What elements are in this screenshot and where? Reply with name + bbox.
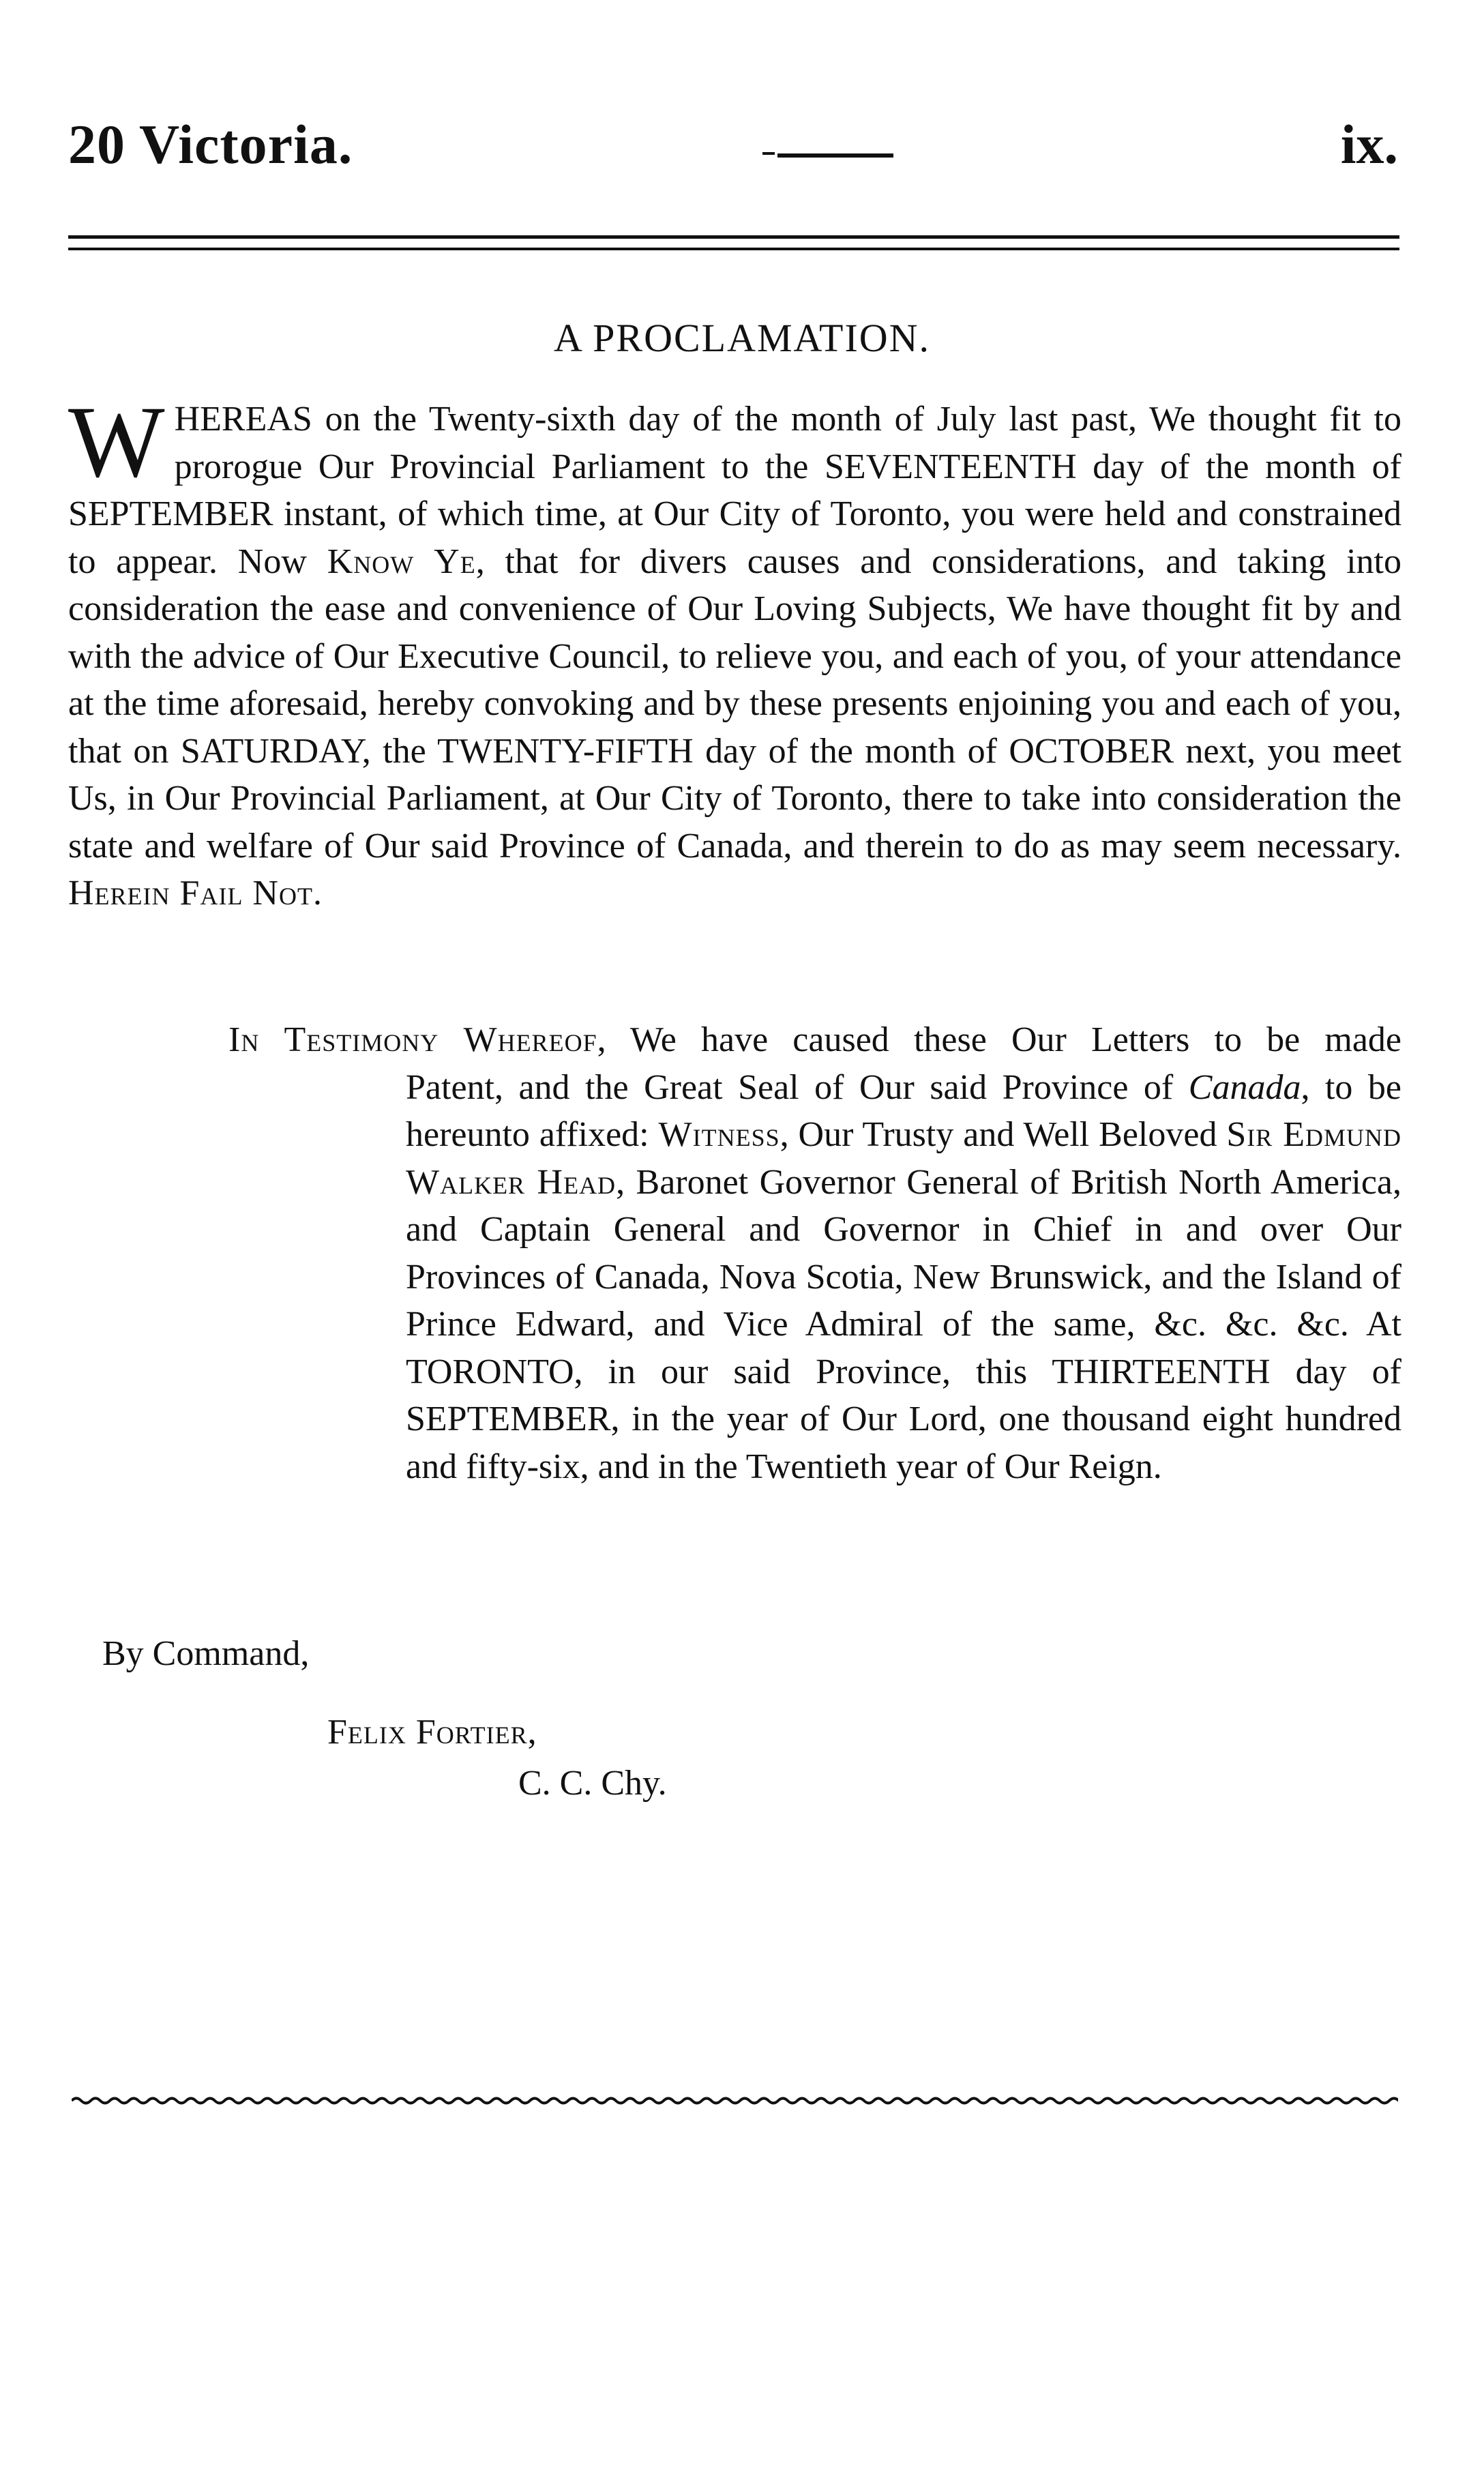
testimony-text-3: , to be hereunto affixed: <box>406 1067 1401 1154</box>
testimony-block <box>228 1016 1401 1490</box>
drop-cap: W <box>68 385 165 499</box>
signatory-office: C. C. Chy. <box>518 1764 667 1803</box>
witness-word: Witness <box>658 1115 780 1154</box>
testimony-text-1: , We have caused these Our Letters to be made <box>597 1020 1401 1059</box>
body-text-part-1: HEREAS on the Twenty-sixth day of the month of July last past, We thought fit to prorogue Our Provincial Parliament to the SEVENTEENTH day of the month of SEPTEMBER instant, of which time, at Our City of Toronto, you were held and constrained to appear. Now <box>68 400 1401 581</box>
testimony-indented-text <box>406 1064 1401 1491</box>
proclamation-body <box>68 385 1401 917</box>
testimony-text-5: , Baronet Governor General of British North America, and Captain General and Governor in Chief in and over Our Provinces of Canada, Nova Scotia, New Brunswick, and the Island of Prince Edward, and Vice Admiral of the same, &c. &c. &c. At TORONTO, in our said Province, this THIRTEENTH day of SEPTEMBER, in the year of Our Lord, one thousand eight hundred and fifty-six, and in the Twentieth year of Our Reign. <box>406 1162 1401 1486</box>
testimony-lead: In Testimony Whereof <box>228 1020 597 1059</box>
header-double-rule <box>68 235 1399 250</box>
page-header <box>68 113 1398 194</box>
bottom-wavy-rule <box>72 2087 1398 2114</box>
header-ornament-rule <box>777 153 893 158</box>
by-command-line: By Command, <box>102 1634 310 1673</box>
know-ye-phrase: Know Ye <box>327 542 476 581</box>
herein-fail-not-phrase: Herein Fail Not. <box>68 874 323 913</box>
body-text-part-2: , that for divers causes and considerations, and taking into consideration the ease and convenience of Our Loving Subjects, We have thought fit by and with the advice of Our Executive Council, to relieve you, and each of you, of your attendance at the time aforesaid, hereby convoking and by these presents enjoining you and each of you, that on SATURDAY, the TWENTY-FIFTH day of the month of OCTOBER next, you meet Us, in Our Provincial Parliament, at Our City of Toronto, there to take into consideration the state and welfare of Our said Province of Canada, and therein to do as may seem necessary. <box>68 542 1401 866</box>
testimony-first-line <box>228 1016 1401 1064</box>
signatory-name: Felix Fortier, <box>327 1713 537 1751</box>
page-number: ix. <box>1340 113 1398 175</box>
running-head: 20 Victoria. <box>68 113 353 175</box>
testimony-text-2: Patent, and the Great Seal of Our said Province of <box>406 1067 1189 1107</box>
wavy-rule-line <box>72 2099 1398 2103</box>
proclamation-title: A PROCLAMATION. <box>553 316 931 360</box>
governor-name: Sir Edmund Walker Head <box>406 1115 1402 1202</box>
testimony-text-4: , Our Trusty and Well Beloved <box>780 1115 1227 1154</box>
canada-italic: Canada <box>1188 1067 1301 1107</box>
